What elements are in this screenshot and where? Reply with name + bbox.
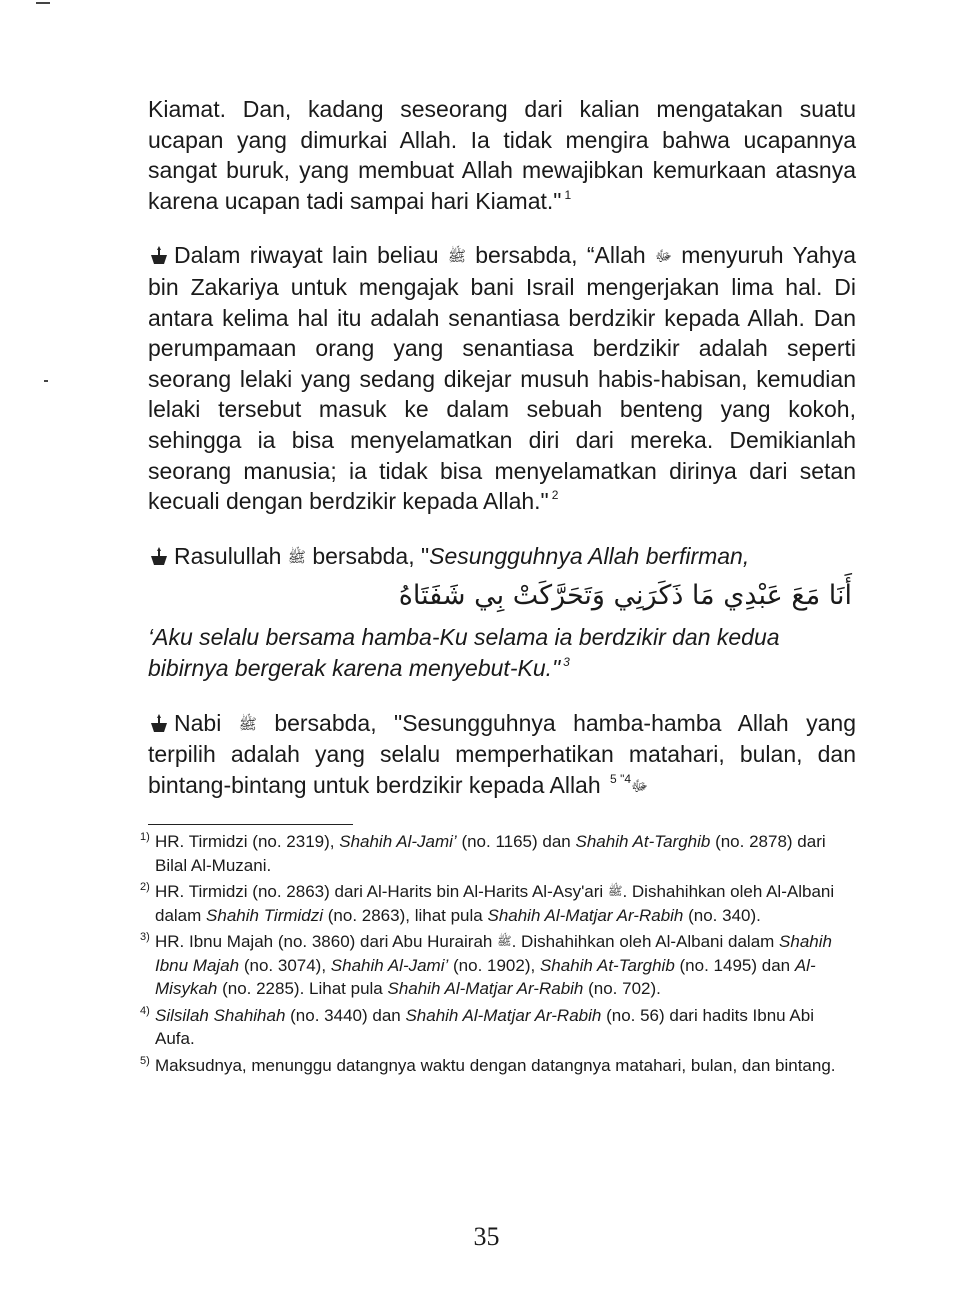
book-title: Al-Misykah: [155, 955, 816, 998]
footnote-4: [140, 1004, 852, 1051]
book-title: Shahih Al-Matjar Ar-Rabih: [405, 1005, 602, 1025]
footnote-divider: [148, 824, 353, 825]
footnote-refs-4-5: 4" 5: [610, 771, 632, 786]
paragraph-2-text-a: Dalam riwayat lain beliau: [174, 242, 439, 269]
footnote-text: (no. 2878) dari Bilal Al-Muzani.: [155, 832, 826, 875]
footnotes: [140, 830, 852, 1080]
footnote-mark: 1): [140, 831, 150, 843]
paragraph-3: [148, 541, 856, 684]
jalla-jalaluh-icon: ﷻ: [631, 776, 648, 795]
hadith-translation-text: ‘Aku selalu bersama hamba-Ku selama ia berdzikir dan kedua bibirnya bergerak karena menyebut-Ku.": [148, 624, 780, 681]
scan-mark-left: [44, 380, 48, 382]
footnote-1: [140, 830, 852, 877]
book-title: Silsilah Shahihah: [155, 1005, 286, 1025]
footnote-text: (no. 2285). Lihat pula: [217, 979, 388, 998]
salawat-icon: ﷺ: [287, 547, 306, 566]
paragraph-2-text-c: menyuruh Yahya bin Zakariya untuk mengajak bani Israil mengerjakan lima hal. Di antara kelima hal itu adalah senantiasa berdzikir kepada Allah. Dan perumpamaan orang yang senantiasa berdzikir adalah seperti seorang lelaki yang sedang dikejar musuh habis-habisan, kemudian lelaki tersebut masuk ke dalam sebuah benteng yang kokoh, sehingga ia bisa menyelamatkan diri dari mereka. Demikianlah seorang manusia; ia tidak bisa menyelamatkan dirinya dari setan kecuali dengan berdzikir kepada Allah.": [148, 242, 856, 515]
footnote-mark: 5): [140, 1054, 150, 1067]
footnote-3: [140, 930, 852, 1001]
footnote-text: HR. Ibnu Majah (no. 3860) dari Abu Hurairah: [155, 932, 493, 951]
paragraph-3-text-a: Rasulullah: [174, 542, 282, 569]
scan-mark-top: [36, 2, 50, 4]
paragraph-marker-icon: [148, 245, 170, 265]
page-body: [148, 94, 856, 801]
paragraph-4: [148, 708, 856, 802]
footnote-text: (no. 340).: [683, 905, 761, 925]
page-number: 35: [473, 1222, 500, 1251]
footnote-text: (no. 1495) dan: [674, 955, 795, 975]
paragraph-1-text: Kiamat. Dan, kadang seseorang dari kalian mengatakan suatu ucapan yang dimurkai Allah. Ia tidak mengira bahwa ucapannya sangat buruk, yang membuat Allah mewajibkan kemurkaan atasnya karena ucapan tadi sampai hari Kiamat.": [148, 96, 856, 214]
radhiyallahu-icon: ﷺ: [607, 884, 623, 898]
paragraph-4-text-b: bersabda, "Sesungguhnya hamba-hamba Allah yang terpilih adalah yang selalu memperhatikan matahari, bulan, dan bintang-bintang untuk berdzikir kepada Allah: [148, 709, 857, 798]
jalla-jalaluh-icon: ﷻ: [655, 247, 672, 266]
footnote-text: (no. 1165) dan: [456, 832, 576, 851]
footnote-text: . Dishahihkan oleh Al-Albani dalam: [511, 932, 780, 951]
book-title: Shahih At-Targhib: [575, 832, 711, 851]
book-title: Shahih Al-Jami’: [330, 955, 449, 975]
book-title: Shahih Tirmidzi: [206, 905, 324, 925]
hadith-translation: [148, 622, 856, 683]
footnote-text: (no. 3440) dan: [285, 1005, 406, 1025]
salawat-icon: ﷺ: [447, 247, 466, 266]
footnote-5: [140, 1054, 852, 1078]
footnote-text: (no. 3074),: [239, 955, 331, 975]
footnote-text: . Dishahihkan oleh Al-Albani dalam: [155, 882, 835, 925]
footnote-mark: 3): [140, 931, 150, 943]
paragraph-1: [148, 94, 856, 216]
footnote-text: (no. 56) dari hadits Ibnu Abi Aufa.: [155, 1005, 814, 1048]
book-title: Shahih Al-Matjar Ar-Rabih: [487, 905, 684, 925]
paragraph-2-text-b: bersabda, “Allah: [475, 242, 646, 269]
arabic-hadith-text: أَنَا مَعَ عَبْدِي مَا ذَكَرَنِي وَتَحَرَّكَتْ بِي شَفَتَاهُ: [398, 580, 852, 612]
footnote-ref-1: 1: [564, 187, 572, 202]
footnote-mark: 4): [140, 1004, 150, 1017]
footnote-text: (no. 702).: [583, 979, 661, 998]
paragraph-2: [148, 240, 856, 516]
book-title: Shahih Al-Matjar Ar-Rabih: [387, 979, 584, 998]
footnote-text: (no. 1902),: [448, 955, 540, 975]
salawat-icon: ﷺ: [238, 714, 257, 733]
footnote-text: Maksudnya, menunggu datangnya waktu dengan datangnya matahari, bulan, dan bintang.: [155, 1055, 836, 1075]
footnote-ref-3: 3: [563, 654, 570, 669]
footnote-mark: 2): [140, 881, 150, 893]
quote-intro: Sesungguhnya Allah berfirman,: [429, 542, 750, 569]
footnote-text: (no. 2863), lihat pula: [323, 905, 488, 925]
radhiyallahu-icon: ﷺ: [497, 934, 512, 948]
footnote-text: HR. Tirmidzi (no. 2319),: [155, 832, 340, 851]
book-title: Shahih Ibnu Majah: [155, 932, 832, 975]
paragraph-3-text-b: bersabda, ": [312, 542, 430, 569]
book-title: Shahih At-Targhib: [539, 955, 675, 975]
paragraph-marker-icon: [148, 713, 170, 733]
footnote-2: [140, 880, 852, 927]
book-title: Shahih Al-Jami’: [339, 832, 457, 851]
footnote-text: HR. Tirmidzi (no. 2863) dari Al-Harits bin Al-Harits Al-Asy'ari: [155, 882, 604, 901]
paragraph-marker-icon: [148, 546, 170, 566]
paragraph-4-text-a: Nabi: [174, 709, 222, 736]
footnote-ref-2: 2: [551, 488, 559, 503]
